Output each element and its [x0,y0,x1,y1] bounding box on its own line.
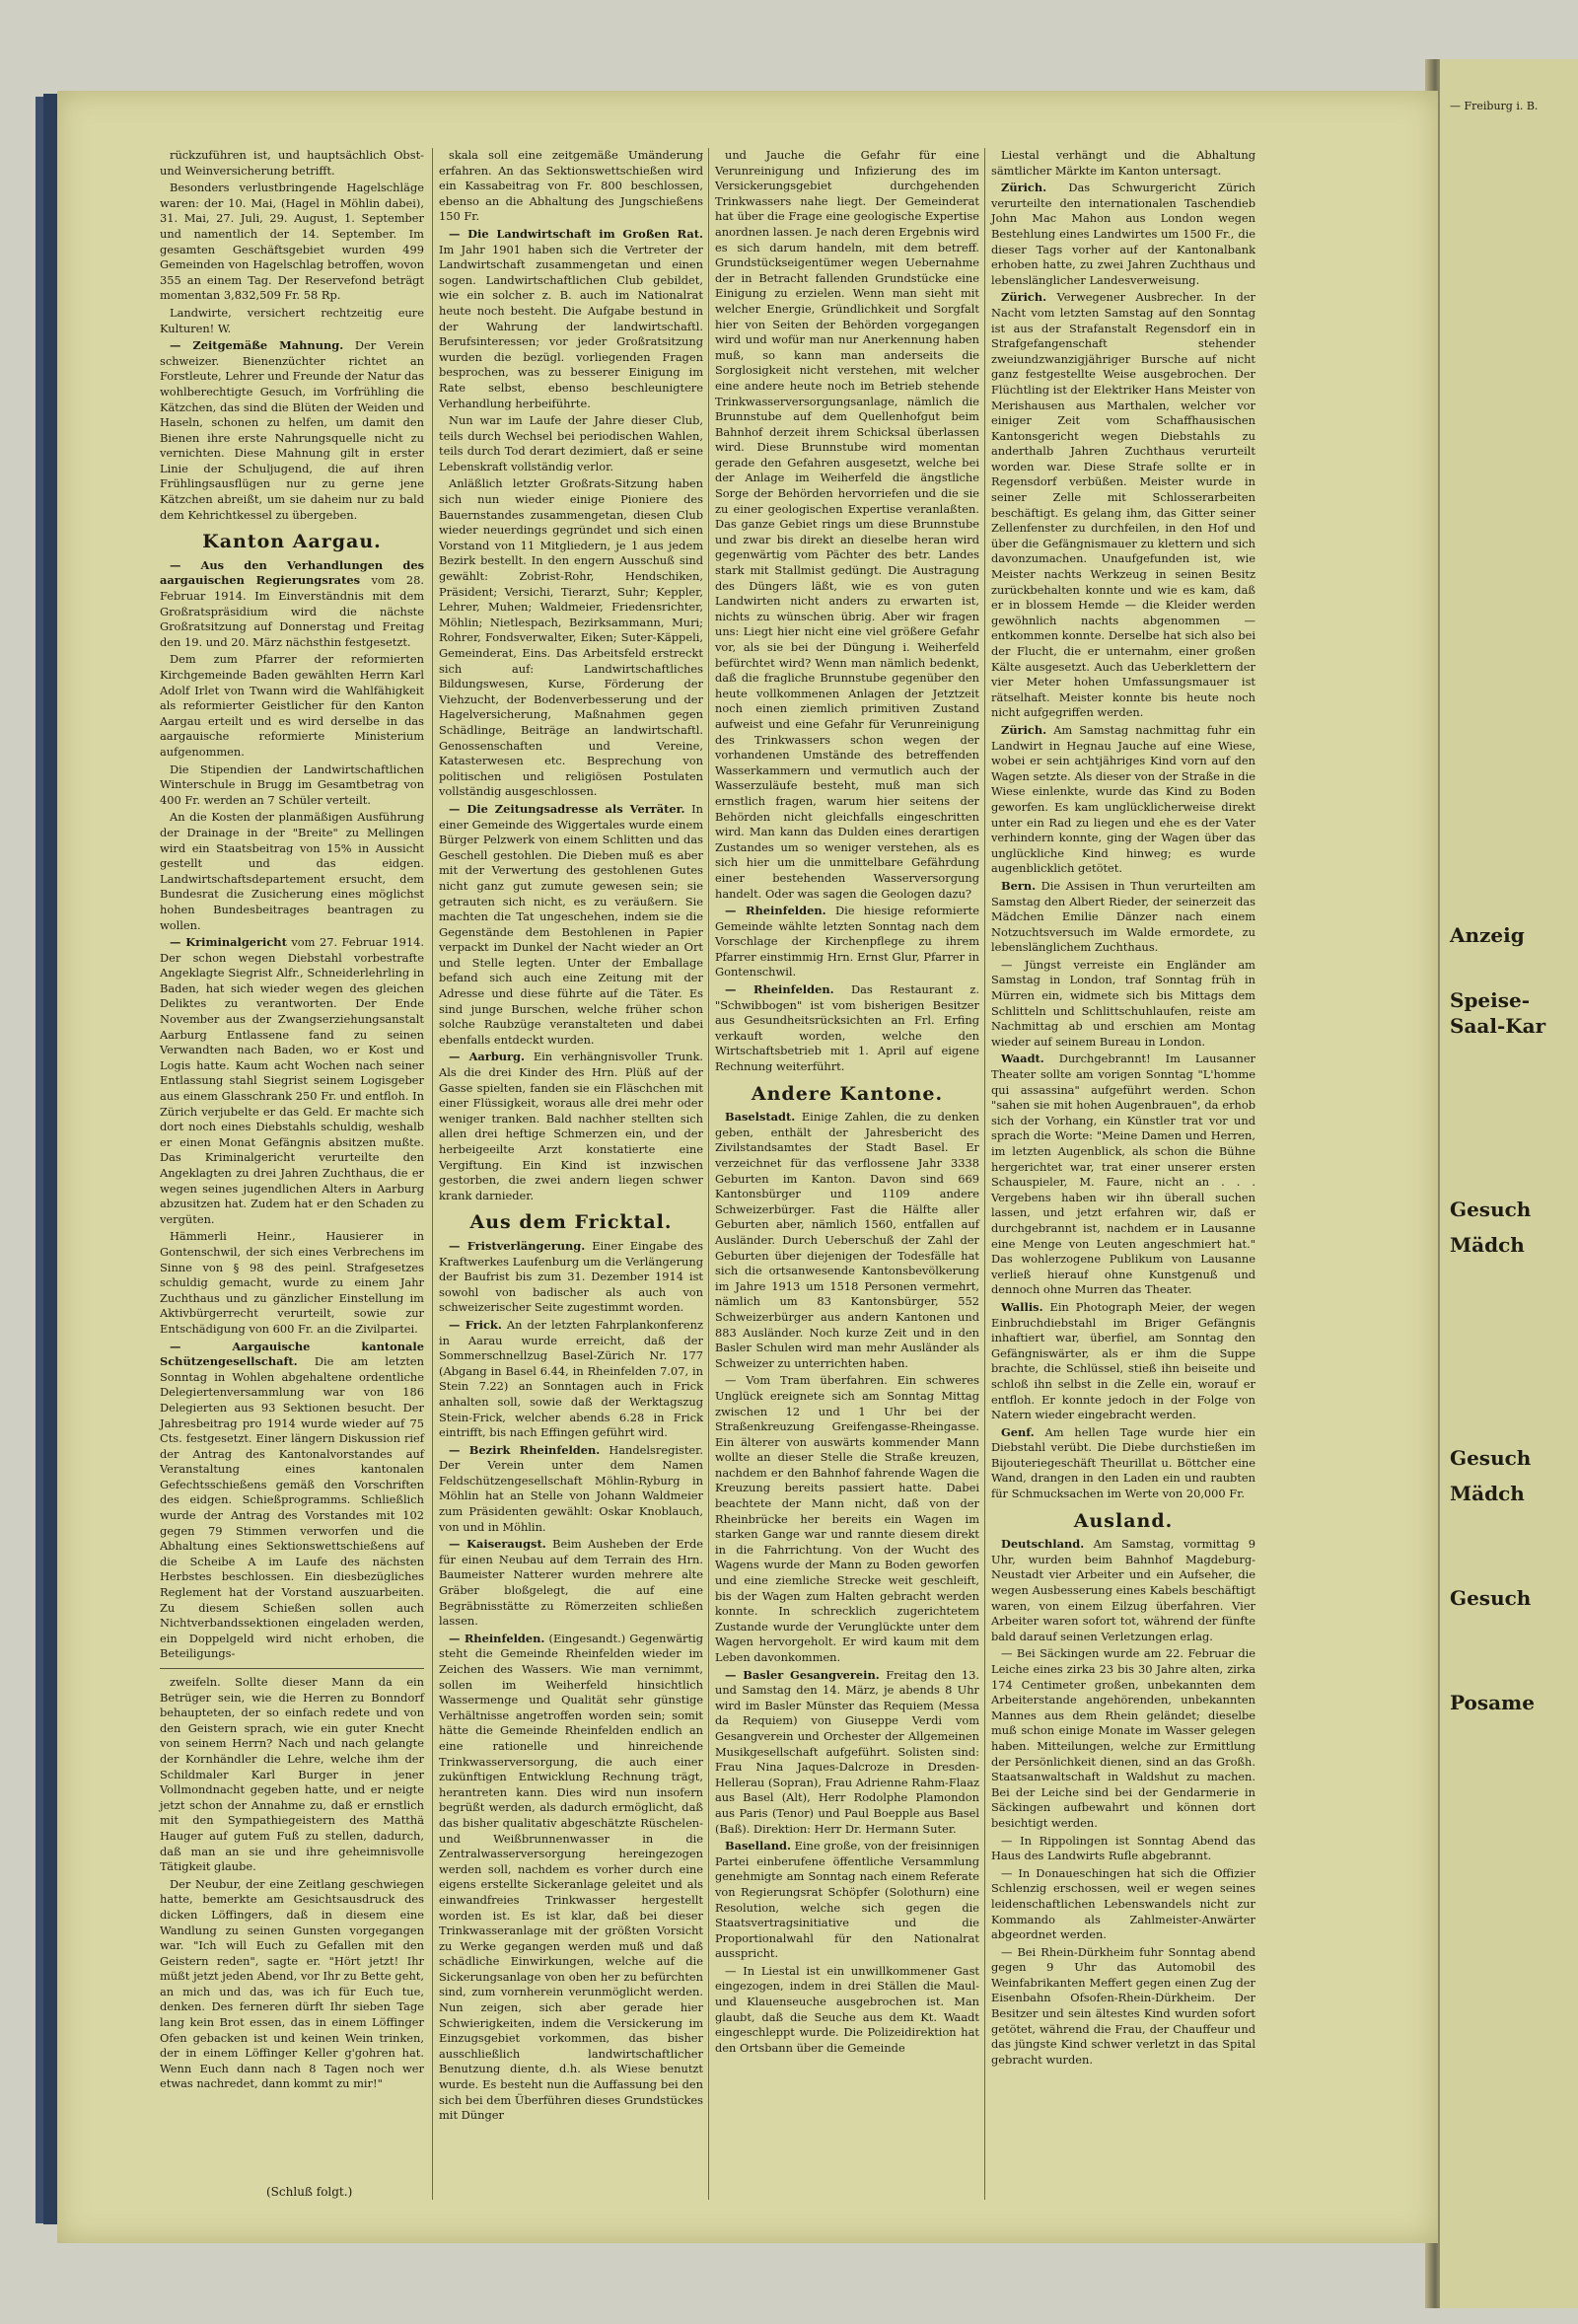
continued-note: (Schluß folgt.) [266,2185,353,2199]
article-text: Anläßlich letzter Großrats-Sitzung haben sich nun wieder einige Pioniere des Bauernstandes zusammengetan, diesen Club wieder neuerdings gegründet und sich einen Vorstand von 11 Mitgliedern, je 1 aus jedem Bezirk bestellt. In den engern Ausschuß sind gewählt: Zobrist-Rohr, Hendschiken, Präsident; Versichi, Tierarzt, Suhr; Keppler, Lehrer, Muhen; Waldmeier, Friedensrichter, Möhlin; Nietlespach, Bezirksammann, Muri; Rohrer, Fondsverwalter, Eiken; Suter-Käppeli, Gemeinderat, Eins. Das Arbeitsfeld erstreckt sich auf: Landwirtschaftliches Bildungswesen, Kurse, Förderung der Viehzucht, der Bodenverbesserung und der Hagelversicherung, Maßnahmen gegen Schädlinge, Beiträge an landwirtschaftl. Genossenschaften und Vereine, Katasterwesen etc. Besprechung von politischen und religiösen Postulaten vollständig ausgeschlossen. [439,476,703,799]
column-rule [432,148,433,2200]
article-text: skala soll eine zeitgemäße Umänderung erfahren. An das Sektionswettschießen wird ein Kassabeitrag von Fr. 800 beschlossen, ebenso an die Abhaltung des Jungschießens 150 Fr. [439,148,703,224]
article-paragraph [439,1050,703,1203]
article-paragraph [439,476,703,799]
section-heading [160,531,424,553]
article-lead: Zürich. [1001,722,1047,737]
article-paragraph [991,958,1255,1051]
adjacent-line: Gesuch [1450,1446,1532,1470]
article-text: — Jüngst verreiste ein Engländer am Samstag in London, traf Sonntag früh in Mürren ein, widmete sich bis Mittags dem Schlitteln und Schlittschuhlaufen, reiste am Nachmittag ab und erschien am Montag wieder auf seinem Bureau in London. [991,957,1255,1049]
article-text: Die Stipendien der Landwirtschaftlichen Winterschule in Brugg im Gesamtbetrag von 400 Fr. werden an 7 Schüler verteilt. [160,762,424,807]
article-text: rückzuführen ist, und hauptsächlich Obst- und Weinversicherung betrifft. [160,148,424,178]
book-spine-edge [36,97,43,2223]
article-text: — Bei Säckingen wurde am 22. Februar die Leiche eines zirka 23 bis 30 Jahre alten, zirka 174 Centimeter großen, unbekannten dem Arbeiterstande angehörenden, unbekannten Mannes aus dem Rhein geländet; dieselbe muß schon einige Monate im Wasser gelegen haben. Mitteilungen, welche zur Ermittlung der Persönlichkeit dienen, sind an das Großh. Staatsanwaltschaft in Waldshut zu machen. Bei der Leiche sind bei der Gendarmerie in Säckingen aufbewahrt und können dort besichtigt werden. [991,1646,1255,1830]
article-text: Am Samstag nachmittag fuhr ein Landwirt in Hegnau Jauche auf eine Wiese, wobei er sein achtjähriges Kind vorn auf den Wagen setzte. Als dieser von der Straße in die Wiese einlenkte, wurde das Kind zu Boden geworfen. Es kam unglücklicherweise direkt unter ein Rad zu liegen und ehe es der Vater verhindern konnte, ging der Wagen über das unglückliche Kind hinweg; es wurde augenblicklich getötet. [991,722,1255,876]
article-lead: — Frick. [449,1317,502,1332]
article-lead: — Kaiseraugst. [449,1537,546,1552]
article-text: — In Liestal ist ein unwillkommener Gast eingezogen, indem in drei Ställen die Maul- und Klauenseuche ausgebrochen ist. Man glaubt, daß die Seuche aus dem Kt. Waadt eingeschleppt wurde. Die Polizeidirektion hat den Ortsbann über die Gemeinde [715,1963,979,2055]
article-paragraph [160,652,424,760]
article-text: Am hellen Tage wurde hier ein Diebstahl verübt. Die Diebe durchstießen im Bijouteriegeschäft Theurillat u. Böttcher eine Wand, drangen in den Laden ein und raubten für Schmucksachen im Werte von 20,000 Fr. [991,1424,1255,1501]
section-heading [715,1082,979,1105]
article-lead: — Rheinfelden. [725,904,826,918]
article-paragraph [991,290,1255,721]
article-paragraph [991,1425,1255,1502]
article-lead: — Zeitgemäße Mahnung. [170,338,344,353]
article-paragraph [991,723,1255,877]
article-text: Die am letzten Sonntag in Wohlen abgehaltene ordentliche Delegiertenversammlung war von 186 Delegierten aus 93 Sektionen besucht. Der Jahresbeitrag pro 1914 wurde wieder auf 75 Cts. festgesetzt. Einer längern Diskussion rief der Antrag des Kantonalvorstandes auf Veranstaltung eines kantonalen Gefechtsschießens gemäß den Vorschriften des eidgen. Schießprogramms. Schließlich wurde der Antrag des Vorstandes mit 102 gegen 79 Stimmen verworfen und die Abhaltung eines Sektionswettschießens auf die Scheibe A im Laufe des nächsten Herbstes beschlossen. Ein diesbezügliches Reglement hat der Vorstand auszuarbeiten. Zu diesem Schießen sollen auch Nichtverbandssektionen eingeladen werden, ein Doppelgeld wird nicht erhoben, die Beteiligungs- [160,1354,425,1661]
article-paragraph [439,1239,703,1316]
article-lead: — Aargauische kantonale Schützengesellschaft. [160,1339,424,1369]
article-lead: — Die Landwirtschaft im Großen Rat. [449,226,703,241]
article-lead: Waadt. [1001,1052,1044,1066]
article-paragraph [715,148,979,902]
article-paragraph [991,879,1255,956]
article-text: Die Assisen in Thun verurteilten am Samstag den Albert Rieder, der seinerzeit das Mädchen Emilie Dänzer nach einem Notzuchtsversuch im Walde ermordete, zu lebenslänglichem Zuchthaus. [991,878,1255,955]
article-text: vom 27. Februar 1914. Der schon wegen Diebstahl vorbestrafte Angeklagte Siegrist Alfr., Schneiderlehrling in Baden, hat sich wieder wegen des gleichen Deliktes zu verantworten. Der Ende November aus der Zwangserziehungsanstalt Aarburg Entlassene fand zu seinen Verwandten nach Baden, wo er Kost und Logis hatte. Kaum acht Wochen nach seiner Entlassung stahl Siegrist seinem Logisgeber aus einem Glasschrank 250 Fr. und entfloh. In Zürich verjubelte er das Geld. Er machte sich dort noch eines Diebstahls schuldig, weshalb er einen Monat Gefängnis absitzen mußte. Das Kriminalgericht verurteilte den Angeklagten zu drei Jahren Zuchthaus, die er wegen seines jugendlichen Alters in Aarburg abzusitzen hat. Zudem hat er den Schaden zu vergüten. [160,935,424,1226]
article-text: Handelsregister. Der Verein unter dem Namen Feldschützengesellschaft Möhlin-Ryburg in Möhlin hat an Stelle von Johann Waldmeier zum Präsidenten gewählt: Oskar Knoblauch, von und in Möhlin. [439,1442,703,1534]
article-paragraph [160,810,424,933]
article-text: Freitag den 13. und Samstag den 14. März, je abends 8 Uhr wird im Basler Münster das Requiem (Messa da Requiem) von Giuseppe Verdi vom Gesangverein und Orchester der Allgemeinen Musikgesellschaft aufgeführt. Solisten sind: Frau Nina Jaques-Dalcroze in Dresden-Hellerau (Sopran), Frau Adrienne Rahm-Flaaz aus Basel (Alt), Herr Rodolphe Plamondon aus Paris (Tenor) und Paul Boepple aus Basel (Baß). Direktion: Herr Dr. Hermann Suter. [715,1667,979,1836]
column-rule [984,148,985,2200]
adjacent-page-text [1450,99,1573,1715]
article-text: Ein verhängnisvoller Trunk. Als die drei Kinder des Hrn. Plüß auf der Gasse spielten, fanden sie ein Fläschchen mit einer Flüssigkeit, woraus alle drei mehr oder weniger tranken. Bald nachher stellten sich allen drei heftige Schmerzen ein, und der herbeigeeilte Arzt konstatierte eine Vergiftung. Ein Kind ist inzwischen gestorben, die zwei andern liegen schwer krank darnieder. [439,1050,703,1202]
article-paragraph [439,227,703,411]
adjacent-line: Anzeig [1450,923,1525,947]
article-paragraph [160,763,424,809]
article-paragraph [160,306,424,336]
article-text: In einer Gemeinde des Wiggertales wurde einem Bürger Pelzwerk von einem Schlitten und das Geschell gestohlen. Die Dieben muß es aber mit der Verwertung des gestohlenen Gutes nicht ganz gut zumute gewesen sein; sie getrauten sich nicht, es zu veräußern. Sie machten die Tat ungeschehen, indem sie die Gegenstände dem Bestohlenen in Papier verpackt im Dunkel der Nacht wieder an Ort und Stelle legten. Unter der Emballage befand sich auch eine Zeitung mit der Adresse und diese führte auf die Täter. Es sind junge Burschen, welche früher schon solche Raubzüge veranstalteten und dabei ebenfalls entdeckt wurden. [439,801,703,1047]
article-text: Das Schwurgericht Zürich verurteilte den internationalen Taschendieb John Mac Mahon aus London wegen Bestehlung eines Landwirtes um 1500 Fr., die dieser Tags vorher auf der Kantonalbank erhoben hatte, zu zwei Jahren Zuchthaus und lebenslänglicher Landesverweisung. [991,181,1255,287]
article-paragraph [160,935,424,1227]
article-paragraph [991,1537,1255,1644]
article-lead: — Aus den Verhandlungen des aargauischen Regierungsrates [160,557,424,588]
article-paragraph [160,181,424,304]
article-paragraph [715,904,979,980]
article-text: Ein Photograph Meier, der wegen Einbruchdiebstahl im Briger Gefängnis inhaftiert war, überfiel, am Sonntag den Gefängniswärter, als er ihm die Suppe brachte, die Schlüssel, stieß ihn beiseite und schloß ihn selbst in die Zelle ein, worauf er entfloh. Er konnte jedoch in der Folge von Natern wieder eingebracht werden. [991,1299,1255,1422]
adjacent-line: — Freiburg i. B. [1450,100,1539,112]
article-lead: Zürich. [1001,290,1047,305]
article-text: Liestal verhängt und die Abhaltung sämtlicher Märkte im Kanton untersagt. [991,148,1255,178]
column-rule [708,148,709,2200]
article-lead: — Aarburg. [449,1050,525,1064]
article-lead: — Rheinfelden. [725,982,834,997]
article-paragraph [439,1537,703,1630]
adjacent-line: Gesuch [1450,1198,1532,1221]
article-paragraph [991,1646,1255,1831]
article-paragraph [991,148,1255,179]
article-paragraph [439,148,703,225]
article-text: Verwegener Ausbrecher. In der Nacht vom letzten Samstag auf den Sonntag ist aus der Strafanstalt Regensdorf ein in Strafgefangenschaft stehender zweiundzwanzigjähriger Bursche auf nicht ganz festgestellte Weise ausgebrochen. Der Flüchtling ist der Elektriker Hans Meister von Merishausen aus Marthalen, welcher vor einiger Zeit vom Schaffhausischen Kantonsgericht wegen Diebstahls zu anderthalb Jahren Zuchthaus verurteilt worden war. Diese Strafe sollte er in Regensdorf verbüßen. Meister wurde in seiner Zelle mit Schlosserarbeiten beschäftigt. Es gelang ihm, das Gitter seiner Zellenfenster zu durchfeilen, in den Hof und über die Gefängnismauer zu klettern und sich davonzumachen. Unaufgefunden ist, wie Meister nachts Werkzeug in seinen Besitz zurückbehalten konnte und wie es kam, daß er in blossem Hemde — die Kleider werden gewöhnlich nachts abgenommen — entkommen konnte. Derselbe hat sich also bei der Flucht, die er unternahm, einer großen Kälte ausgesetzt. Auch das Ueberklettern der vier Meter hohen Umfassungsmauer ist rätselhaft. Meister konnte bis heute noch nicht aufgegriffen werden. [991,290,1255,720]
article-paragraph [715,1668,979,1838]
article-text: (Eingesandt.) Gegenwärtig steht die Gemeinde Rheinfelden wieder im Zeichen des Wassers. Wie man vernimmt, sollen im Weiherfeld hinsichtlich Wassermenge und Qualität sehr günstige Verhältnisse angetroffen worden sein; somit hätte die Gemeinde Rheinfelden endlich an eine rationelle und hinreichende Trinkwasserversorgung, die auch einer zukünftigen Entwicklung Rechnung trägt, herantreten kann. Dies wird nun insofern begrüßt werden, als dadurch ermöglicht, daß das bisher qualitativ abgeschätzte Rüschelen- und Weißbrunnenwasser in die Zentralwasserversorgung hereingezogen werden soll, nachdem es vorher durch eine eigens erstellte Sickeranlage geleitet und als einwandfreies Trinkwasser hergestellt worden ist. Es ist klar, daß bei dieser Trinkwasseranlage mit der größten Vorsicht zu Werke gegangen werden muß und daß schädliche Einwirkungen, welche auf die Sickerungsanlage von oben her zu befürchten sind, zum vornherein verunmöglicht werden. Nun zeigen, sich aber gerade hier Schwierigkeiten, indem die Versickerung im Einzugsgebiet vorkommen, das bisher ausschließlich landwirtschaftlicher Benutzung diente, d.h. als Wiese benutzt wurde. Es besteht nun die Auffassung bei den sich bei dem Überführen dieses Grundstückes mit Dünger [439,1631,703,2123]
article-text: Der Neubur, der eine Zeitlang geschwiegen hatte, bemerkte am Gesichtsausdruck des dicken Löffingers, daß in diesem eine Wandlung zu seinen Gunsten vorgegangen war. "Ich will Euch zu Gefallen mit den Geistern reden", sagte er. "Hört jetzt! Ihr müßt jetzt jeden Abend, vor Ihr zu Bette geht, an mich und das, was ich für Euch tue, denken. Des ferneren dürft Ihr sieben Tage lang kein Brot essen, das in einem Löffinger Ofen gebacken ist und keinen Wein trinken, der in einem Löffinger Keller g'gohren hat. Wenn Euch dann nach 8 Tagen noch wer etwas nachredet, dann kommt zu mir!" [160,1876,424,2091]
article-paragraph [715,1964,979,2057]
article-text: Das Restaurant z. "Schwibbogen" ist vom bisherigen Besitzer aus Gesundheitsrücksichten an Frl. Erfing verkauft worden, welche den Wirtschaftsbetrieb mit 1. April auf eigene Rechnung weiterführt. [715,982,979,1074]
article-lead: — Kriminalgericht [170,935,287,950]
article-paragraph [160,338,424,523]
article-paragraph [439,1318,703,1441]
article-paragraph [160,1877,424,2092]
article-text: Besonders verlustbringende Hagelschläge waren: der 10. Mai, (Hagel in Möhlin dabei), 31. Mai, 27. Juli, 29. August, 1. September und namentlich der 14. September. Im gesamten Geschäftsgebiet wurden 499 Gemeinden von Hagelschlag betroffen, wovon 355 an einem Tag. Der Reservefond beträgt momentan 3,832,509 Fr. 58 Rp. [160,181,424,303]
article-lead: Baselstadt. [725,1110,796,1125]
article-paragraph [991,181,1255,288]
article-lead: — Bezirk Rheinfelden. [449,1442,601,1457]
article-text: Hämmerli Heinr., Hausierer in Gontenschwil, der sich eines Verbrechens im Sinne von § 98 des peinl. Strafgesetzes schuldig gemacht, wurde zu einem Jahr Zuchthaus und zu gänzlicher Einstellung im Aktivbürgerrecht verurteilt, sowie zur Entschädigung von 600 Fr. an die Zivilpartei. [160,1229,424,1336]
article-text: — In Donaueschingen hat sich die Offizier Schlenzig erschossen, weil er wegen seines leidenschaftlichen Lebenswandels nicht zur Kommando als Zahlmeister-Anwärter abgeordnet werden. [991,1865,1255,1942]
article-text: Andere Kantone. [751,1082,944,1105]
article-text: Ausland. [1073,1509,1174,1532]
article-lead: Deutschland. [1001,1537,1085,1552]
section-divider [160,1668,424,1669]
article-text: und Jauche die Gefahr für eine Verunreinigung und Infizierung des im Versickerungsgebiet durchgehenden Trinkwassers nahe liegt. Der Gemeinderat hat über die Frage eine geologische Expertise anordnen lassen. Je nach deren Ergebnis wird es sich darum handeln, mit dem betreff. Grundstückseigentümer wegen Uebernahme der in Betracht fallenden Grundstücke eine Einigung zu erzielen. Wenn man sieht mit welcher Energie, Gründlichkeit und Sorgfalt hier von Seiten der Behörden vorgegangen wird und wofür man nur Anerkennung haben muß, so kann man anderseits die Sorglosigkeit nicht verstehen, mit welcher eine andere heute noch im Betrieb stehende Trinkwasserversorgungsanlage, nämlich die Brunnstube auf dem Quellenhofgut beim Bahnhof derzeit ihrem Schicksal überlassen wird. Diese Brunnstube wird momentan gerade den Gefahren ausgesetzt, welche bei der Anlage im Weiherfeld die ängstliche Sorge der Behörden hervorriefen und die sie zu einer geologischen Expertise veranlaßten. Das ganze Gebiet rings um diese Brunnstube und zwar bis direkt an dieselbe heran wird gegenwärtig vom Pächter des betr. Landes stark mit Stallmist gedüngt. Die Austragung des Düngers läßt, wie es von guten Landwirten nicht anders zu erwarten ist, nichts zu wünschen übrig. Aber wir fragen uns: Liegt hier nicht eine viel größere Gefahr vor, als sie bei der Düngung i. Weiherfeld befürchtet wird? Wenn man nämlich bedenkt, daß die fragliche Brunnstube gegenüber den heute vollkommenen Anlagen der Jetztzeit noch einen ziemlich primitiven Zustand aufweist und eine Gefahr für Verunreinigung des Trinkwassers schon wegen der vorhandenen Umstände des betreffenden Wasserkammern und vermutlich auch der Wasserzuläufe besteht, muß man sich ernstlich fragen, warum hier seitens der Behörden nicht gleichfalls eingeschritten wird. Man kann das Dulden eines derartigen Zustandes um so weniger verstehen, als es sich hier um die unmittelbare Gefährdung einer bestehenden Wasserversorgung handelt. Oder was sagen die Geologen dazu? [715,148,979,901]
article-text: Eine große, von der freisinnigen Partei einberufene öffentliche Versammlung genehmigte am Sonntag nach einem Referate von Regierungsrat Schöpfer (Solothurn) eine Resolution, welche sich gegen die Staatsvertragsinitiative und die Proportionalwahl für den Nationalrat ausspricht. [715,1839,980,1961]
article-text: Kanton Aargau. [202,531,382,553]
article-text: Die hiesige reformierte Gemeinde wählte letzten Sonntag nach dem Vorschlage der Kirchenpflege zu ihrem Pfarrer einstimmig Hrn. Ernst Glur, Pfarrer in Gontenschwil. [715,904,979,980]
article-text: — Bei Rhein-Dürkheim fuhr Sonntag abend gegen 9 Uhr das Automobil des Weinfabrikanten Meffert gegen einen Zug der Eisenbahn Ofsofen-Rhein-Dürkheim. Der Besitzer und sein ältestes Kind wurden sofort getötet, während die Frau, der Chauffeur und das jüngste Kind schwer verletzt in das Spital gebracht wurden. [991,1944,1255,2067]
adjacent-line: Mädch [1450,1233,1525,1257]
article-paragraph [991,1300,1255,1423]
article-lead: — Basler Gesangverein. [725,1667,880,1682]
article-text: Einige Zahlen, die zu denken geben, enthält der Jahresbericht des Zivilstandsamtes der Stadt Basel. Er verzeichnet für das verflossene Jahr 3338 Geburten im Kanton. Davon sind 669 Kantonsbürger und 1109 andere Schweizerbürger. Fast die Hälfte aller Geburten aber, nämlich 1560, entfallen auf Ausländer. Durch Ueberschuß der Zahl der Geburten über diejenigen der Todesfälle hat sich die ortsanwesende Kantonsbevölkerung im Jahre 1913 um 1518 Personen vermehrt, nämlich um 83 Kantonsbürger, 552 Schweizerbürger aus andern Kantonen und 883 Ausländer. Noch kurze Zeit und in den Basler Schulen wird man mehr Ausländer als Schweizer zu unterrichten haben. [715,1110,979,1370]
article-text: zweifeln. Sollte dieser Mann da ein Betrüger sein, wie die Herren zu Bonndorf behaupteten, der so einfach redete und von den Geistern sprach, wie ein guter Knecht von seinem Herrn? Nach und nach gelangte der Kornhändler die Lehre, welche ihm der Schildmaler Karl Burger in jener Vollmondnacht gegeben hatte, und er neigte jetzt schon der Annahme zu, daß er ernstlich mit den Sympathiegeistern des Matthä Hauger auf gutem Fuß zu stellen, dadurch, daß man an sie und ihre geheimnisvolle Tätigkeit glaube. [160,1675,424,1874]
article-paragraph [715,1110,979,1371]
article-text: — Vom Tram überfahren. Ein schweres Unglück ereignete sich am Sonntag Mittag zwischen 12 und 1 Uhr bei der Straßenkreuzung Greifengasse-Rheingasse. Ein älterer von auswärts kommender Mann wollte an dieser Stelle die Straße kreuzen, nachdem er den Bahnhof fahrende Wagen die Kreuzung bereits passiert hatte. Dabei beachtete der Mann nicht, daß von der Rheinbrücke her bereits ein Wagen im starken Gange war und rannte diesem direkt in die Fahrrichtung. Von der Wucht des Wagens wurde der Mann zu Boden geworfen und eine ziemliche Strecke weit geschleift, bis der Wagen zum Halten gebracht werden konnte. In schrecklich zugerichtetem Zustande wurde der Verunglückte unter dem Wagen hervorgeholt. Er wird kaum mit dem Leben davonkommen. [715,1373,979,1664]
article-lead: — Rheinfelden. [449,1631,545,1645]
article-lead: Wallis. [1001,1299,1043,1314]
adjacent-line: Saal-Kar [1450,1014,1546,1038]
article-paragraph [439,413,703,474]
column-1 [160,148,424,2111]
book-spine [43,94,57,2224]
article-paragraph [439,1443,703,1536]
article-text: — In Rippolingen ist Sonntag Abend das Haus des Landwirts Rufle abgebrannt. [991,1833,1255,1863]
article-paragraph [160,1675,424,1875]
article-paragraph [439,802,703,1049]
article-lead: — Fristverlängerung. [449,1238,586,1253]
article-paragraph [991,1945,1255,2069]
article-paragraph [991,1052,1255,1298]
article-lead: — Die Zeitungsadresse als Verräter. [449,801,685,816]
article-paragraph [715,1373,979,1665]
article-text: Nun war im Laufe der Jahre dieser Club, teils durch Wechsel bei periodischen Wahlen, teils durch Tod derart dezimiert, daß er seine Lebenskraft vollständig verlor. [439,413,703,473]
article-paragraph [160,558,424,651]
article-paragraph [160,148,424,179]
adjacent-line: Mädch [1450,1482,1525,1505]
article-text: vom 28. Februar 1914. Im Einverständnis mit dem Großratspräsidium wird die nächste Großratsitzung auf Donnerstag und Freitag den 19. und 20. März nächsthin festgesetzt. [160,573,424,649]
article-text: Der Verein schweizer. Bienenzüchter richtet an Forstleute, Lehrer und Freunde der Natur das wohlberechtigte Gesuch, im Vorfrühling die Kätzchen, das sind die Blüten der Weiden und Haseln, schonen zu helfen, um damit den Bienen ihre erste Nahrungsquelle nicht zu vernichten. Diese Mahnung gilt in erster Linie der Schuljugend, die auf ihren Frühlingsausflügen nur zu gerne jene Kätzchen abreißt, um sie daheim nur zu bald dem Kehrichtkessel zu übergeben. [160,338,424,522]
article-text: An der letzten Fahrplankonferenz in Aarau wurde erreicht, daß der Sommerschnellzug Basel-Zürich Nr. 177 (Abgang in Basel 6.44, in Rheinfelden 7.07, in Stein 7.22) an Sonntagen auch in Frick anhalten soll, sowie daß der Werktagszug Stein-Frick, welcher abends 6.28 in Frick eintrifft, bis nach Effingen geführt wird. [439,1317,704,1440]
article-text: Durchgebrannt! Im Lausanner Theater sollte am vorigen Sonntag "L'homme qui assassina" aufgeführt werden. Schon "sahen sie mit hohen Augenbrauen", da erhob sich der Vorhang, ein Künstler trat vor und sprach die Worte: "Meine Damen und Herren, im letzten Augenblick, als schon die Bühne hergerichtet war, trat einer unserer ersten Schauspieler, M. Faure, nicht an . . . Vergebens haben wir ihn überall suchen lassen, und jetzt erfahren wir, daß er durchgebrannt ist, nachdem er in Lausanne eine Menge von Leuten angeschmiert hat." Das wohlerzogene Publikum von Lausanne verließ hierauf ohne Kunstgenuß und dennoch ohne Murren das Theater. [991,1052,1256,1297]
column-3 [715,148,979,2111]
article-text: Aus dem Fricktal. [469,1211,673,1234]
article-text: Landwirte, versichert rechtzeitig eure Kulturen! W. [160,305,424,335]
column-2 [439,148,704,2123]
article-paragraph [160,1340,424,1662]
article-paragraph [715,1839,979,1962]
article-lead: Zürich. [1001,181,1047,195]
article-text: Im Jahr 1901 haben sich die Vertreter der Landwirtschaft zusammengetan und einen sogen. Landwirtschaftlichen Club gebildet, wie ein solcher z. B. auch im Nationalrat heute noch besteht. Die Aufgabe bestund in der Wahrung der landwirtschaftl. Berufsinteressen; vor jeder Großratsitzung wurden die bezügl. vorliegenden Fragen besprochen, was zu besserer Einigung im Rate selbst, ebenso beschleunigtere Verhandlung herbeiführte. [439,242,703,410]
article-lead: Genf. [1001,1424,1035,1439]
article-text: Am Samstag, vormittag 9 Uhr, wurden beim Bahnhof Magdeburg-Neustadt vier Arbeiter und ein Aufseher, die wegen Ausbesserung eines Kabels beschäftigt waren, von einem Eilzug überfahren. Vier Arbeiter waren sofort tot, während der fünfte bald darauf seinen Verletzungen erlag. [991,1537,1255,1643]
adjacent-page [1440,59,1578,2308]
article-text: Dem zum Pfarrer der reformierten Kirchgemeinde Baden gewählten Herrn Karl Adolf Irlet von Twann wird die Wahlfähigkeit als reformierter Geistlicher für den Kanton Aargau erteilt und es wird derselbe in das aargauische reformierte Ministerium aufgenommen. [160,652,424,759]
article-paragraph [439,1632,703,2124]
article-paragraph [715,982,979,1075]
column-4 [991,148,1255,2111]
section-heading [439,1211,703,1234]
article-text: An die Kosten der planmäßigen Ausführung der Drainage in der "Breite" zu Mellingen wird ein Staatsbeitrag von 15% in Aussicht gestellt und das eidgen. Landwirtschaftsdepartement ersucht, dem Bundesrat die Zusicherung eines möglichst hohen Bundesbeitrages beantragen zu wollen. [160,810,424,932]
article-lead: Bern. [1001,878,1037,893]
article-text: Einer Eingabe des Kraftwerkes Laufenburg um die Verlängerung der Baufrist bis zum 31. Dezember 1914 ist sowohl von badischer als auch von schweizerischer Seite zugestimmt worden. [439,1238,704,1315]
adjacent-line: Gesuch [1450,1586,1532,1610]
adjacent-line: Posame [1450,1691,1535,1714]
section-heading [991,1509,1255,1532]
adjacent-line: Speise- [1450,988,1531,1012]
article-paragraph [160,1229,424,1337]
article-lead: Baselland. [725,1839,791,1853]
article-text: Beim Ausheben der Erde für einen Neubau auf dem Terrain des Hrn. Baumeister Natterer wurden mehrere alte Gräber bloßgelegt, die auf eine Begräbnisstätte zu Römerzeiten schließen lassen. [439,1537,703,1629]
article-paragraph [991,1834,1255,1864]
article-paragraph [991,1866,1255,1943]
